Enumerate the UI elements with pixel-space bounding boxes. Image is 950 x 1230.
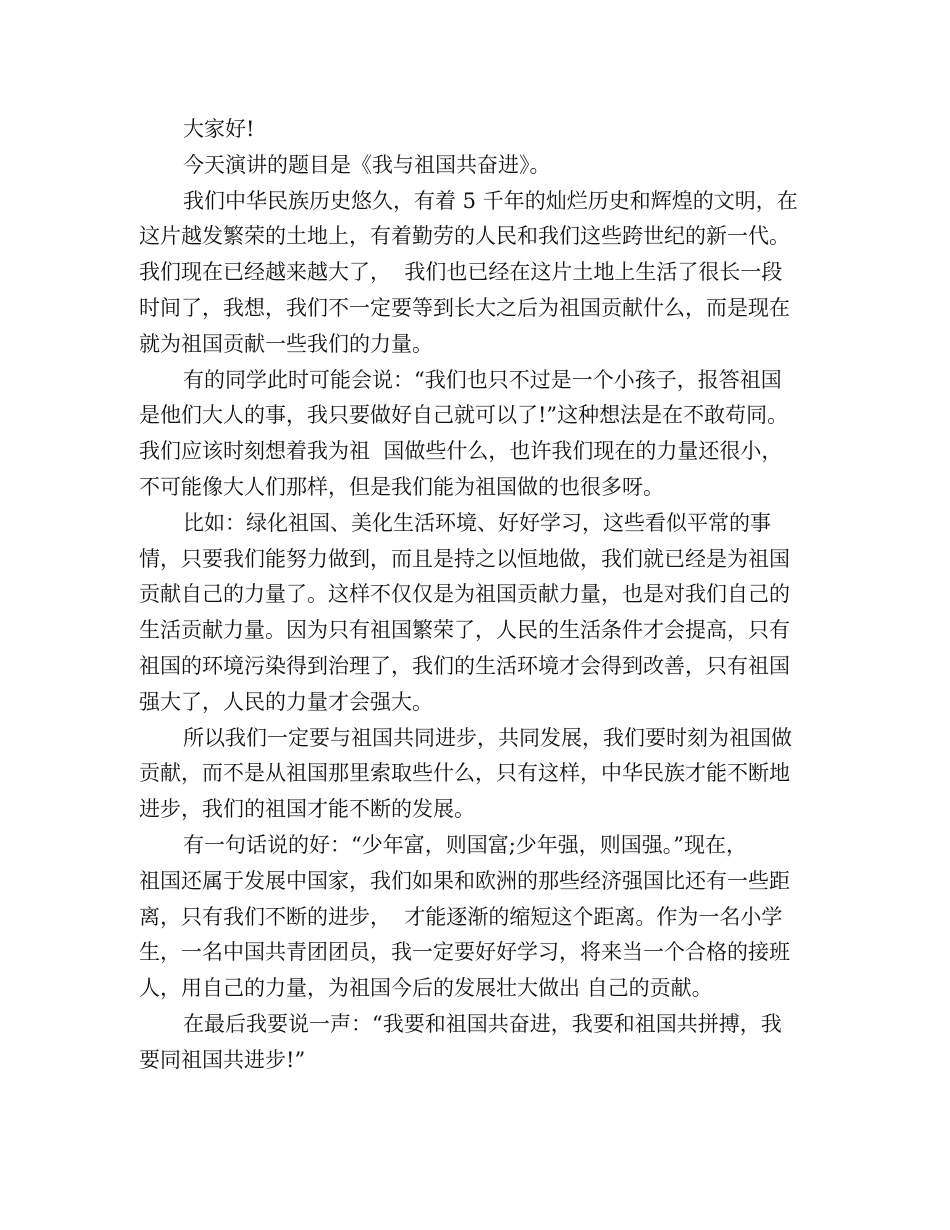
paragraph-line: 人，用自己的力量，为祖国今后的发展壮大做出 自己的贡献。 bbox=[139, 976, 713, 1001]
paragraph-first-line: 大家好! bbox=[183, 117, 255, 141]
paragraph-line: 时间了，我想，我们不一定要等到长大之后为祖国贡献什么，而是现在 bbox=[139, 295, 790, 320]
paragraph-line: 离，只有我们不断的进步， 才能逐渐的缩短这个距离。作为一名小学 bbox=[139, 904, 783, 929]
paragraph-line: 祖国还属于发展中国家，我们如果和欧洲的那些经济强国比还有一些距 bbox=[139, 868, 790, 893]
paragraph-line: 是他们大人的事，我只要做好自己就可以了!”这种想法是在不敢苟同。 bbox=[139, 403, 789, 428]
paragraph-line: 贡献自己的力量了。这样不仅仅是为祖国贡献力量，也是对我们自己的 bbox=[139, 582, 790, 607]
paragraph-first-line: 有一句话说的好：“少年富，则国富;少年强，则国强。”现在， bbox=[183, 832, 748, 857]
paragraph-first-line: 我们中华民族历史悠久，有着 5 千年的灿烂历史和辉煌的文明，在 bbox=[183, 188, 798, 213]
paragraph-line: 贡献，而不是从祖国那里索取些什么，只有这样，中华民族才能不断地 bbox=[139, 761, 790, 786]
paragraph-line: 强大了，人民的力量才会强大。 bbox=[139, 689, 433, 714]
paragraph-line: 我们应该时刻想着我为祖 国做些什么，也许我们现在的力量还很小， bbox=[139, 439, 783, 464]
paragraph-line: 这片越发繁荣的土地上，有着勤劳的人民和我们这些跨世纪的新一代。 bbox=[139, 224, 790, 249]
paragraph-line: 祖国的环境污染得到治理了，我们的生活环境才会得到改善，只有祖国 bbox=[139, 653, 790, 678]
paragraph-line: 不可能像大人们那样，但是我们能为祖国做的也很多呀。 bbox=[139, 474, 664, 499]
speech-body bbox=[139, 112, 829, 1079]
paragraph-line: 就为祖国贡献一些我们的力量。 bbox=[139, 331, 433, 356]
paragraph-first-line: 今天演讲的题目是《我与祖国共奋进》。 bbox=[183, 152, 551, 177]
paragraph-line: 进步，我们的祖国才能不断的发展。 bbox=[139, 797, 475, 822]
paragraph-first-line: 有的同学此时可能会说：“我们也只不过是一个小孩子，报答祖国 bbox=[183, 367, 782, 392]
paragraph-line: 生，一名中国共青团团员，我一定要好好学习，将来当一个合格的接班 bbox=[139, 940, 790, 965]
paragraph-first-line: 在最后我要说一声：“我要和祖国共奋进，我要和祖国共拼搏，我 bbox=[183, 1011, 782, 1036]
paragraph-line: 要同祖国共进步!” bbox=[139, 1047, 306, 1072]
paragraph-first-line: 比如：绿化祖国、美化生活环境、好好学习，这些看似平常的事 bbox=[183, 510, 771, 535]
paragraph-line: 我们现在已经越来越大了， 我们也已经在这片土地上生活了很长一段 bbox=[139, 260, 783, 285]
paragraph-first-line: 所以我们一定要与祖国共同进步，共同发展，我们要时刻为祖国做 bbox=[183, 725, 792, 750]
paragraph-line: 情，只要我们能努力做到，而且是持之以恒地做，我们就已经是为祖国 bbox=[139, 546, 790, 571]
paragraph-line: 生活贡献力量。因为只有祖国繁荣了，人民的生活条件才会提高，只有 bbox=[139, 618, 790, 643]
